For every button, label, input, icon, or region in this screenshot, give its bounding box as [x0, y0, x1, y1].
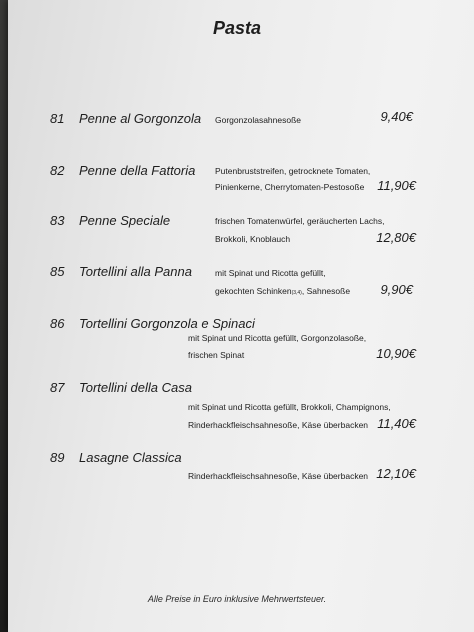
item-price: 9,40€: [380, 109, 413, 124]
item-name: Tortellini della Casa: [79, 380, 192, 395]
item-price: 11,40€: [377, 416, 416, 431]
item-description: mit Spinat und Ricotta gefüllt,: [215, 268, 326, 278]
item-name: Tortellini Gorgonzola e Spinaci: [79, 316, 255, 331]
item-description: mit Spinat und Ricotta gefüllt, Gorgonzolasoße,: [188, 333, 367, 343]
item-description: Gorgonzolasahnesoße: [215, 115, 302, 125]
item-description: Rinderhackfleischsahnesoße, Käse überbacken: [188, 420, 369, 430]
item-price: 12,10€: [376, 466, 416, 481]
item-number: 86: [50, 316, 65, 331]
item-name: Lasagne Classica: [79, 450, 182, 465]
item-number: 83: [50, 213, 65, 228]
item-number: 82: [50, 163, 65, 178]
item-number: 85: [50, 264, 65, 279]
item-name: Penne al Gorgonzola: [79, 111, 202, 126]
price-footnote: Alle Preise in Euro inklusive Mehrwertsteuer.: [147, 594, 327, 604]
item-price: 10,90€: [376, 346, 416, 361]
item-number: 81: [50, 111, 65, 126]
item-name: Penne della Fattoria: [79, 163, 196, 178]
item-description-part: gekochten Schinken: [215, 286, 292, 296]
item-description: Pinienkerne, Cherrytomaten-Pestosoße: [215, 182, 365, 192]
item-description: Rinderhackfleischsahnesoße, Käse überbacken: [188, 471, 369, 481]
item-price: 9,90€: [380, 282, 413, 297]
item-name: Penne Speciale: [79, 213, 171, 228]
item-number: 87: [50, 380, 65, 395]
item-description: mit Spinat und Ricotta gefüllt, Brokkoli, Champignons,: [188, 402, 391, 412]
item-description: frischen Spinat: [188, 350, 245, 360]
item-description: Brokkoli, Knoblauch: [215, 234, 291, 244]
item-number: 89: [50, 450, 65, 465]
item-description: [215, 286, 350, 296]
item-price: 11,90€: [377, 178, 416, 193]
item-description: Putenbruststreifen, getrocknete Tomaten,: [215, 166, 371, 176]
item-price: 12,80€: [376, 230, 416, 245]
item-description: frischen Tomatenwürfel, geräucherten Lachs,: [215, 216, 385, 226]
allergen-note: (3,4): [291, 290, 302, 296]
menu-section-title: Pasta: [212, 18, 262, 38]
item-description-part: , Sahnesoße: [301, 286, 351, 296]
item-name: Tortellini alla Panna: [79, 264, 192, 279]
